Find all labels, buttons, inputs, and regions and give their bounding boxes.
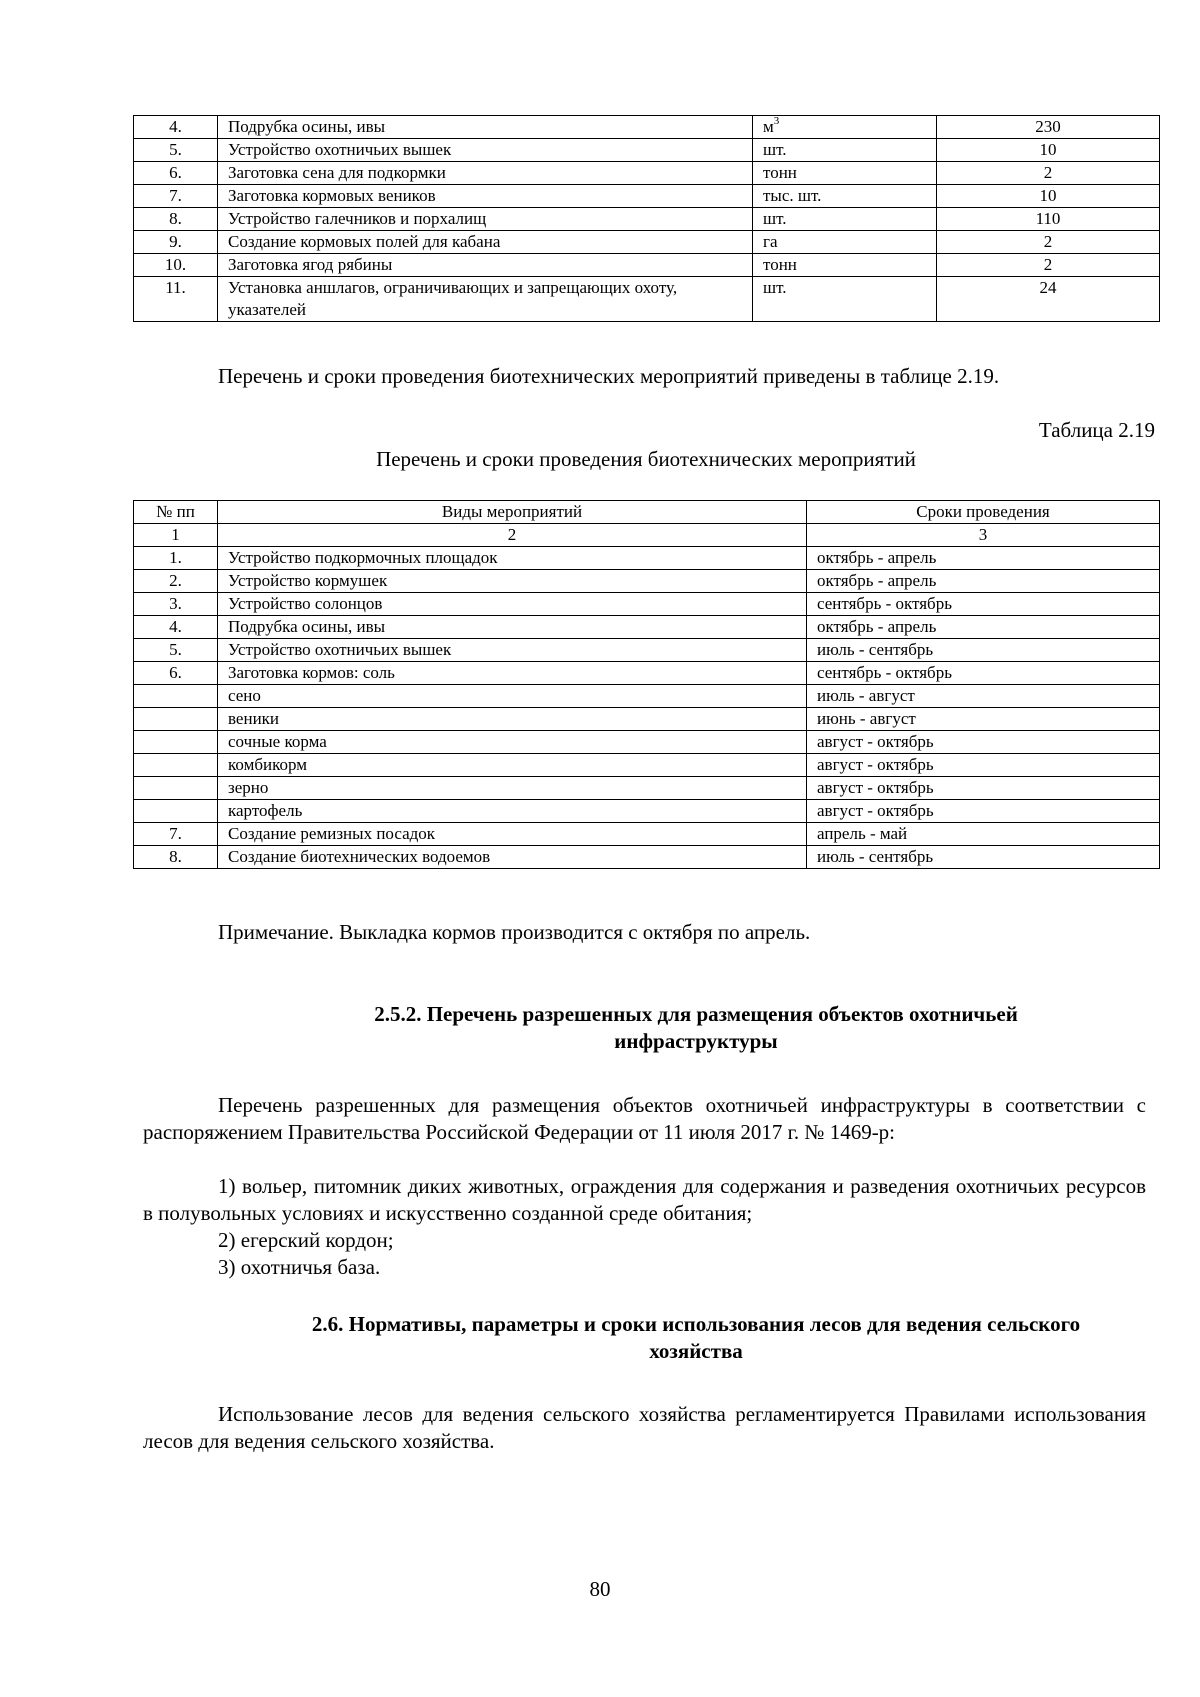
table-row xyxy=(134,685,1160,708)
row-number: 10. xyxy=(134,254,218,277)
section-252-intro: Перечень разрешенных для размещения объектов охотничьей инфраструктуры в соответствии с распоряжением Правительства Российской Федерации от 11 июля 2017 г. № 1469-р: xyxy=(143,1093,1146,1144)
table-row xyxy=(134,616,1160,639)
row-number: 6. xyxy=(134,162,218,185)
table-title: Перечень и сроки проведения биотехнических мероприятий xyxy=(376,447,916,471)
quantity: 2 xyxy=(937,162,1160,185)
table-row xyxy=(134,162,1160,185)
row-number: 1. xyxy=(134,547,218,570)
period: август - октябрь xyxy=(807,754,1160,777)
section-26-heading-line1: 2.6. Нормативы, параметры и сроки использования лесов для ведения сельского xyxy=(311,1312,1081,1336)
activity: Устройство солонцов xyxy=(218,593,807,616)
biotech-measures-table-body xyxy=(134,547,1160,869)
row-number: 2. xyxy=(134,570,218,593)
row-number: 5. xyxy=(134,639,218,662)
row-number xyxy=(134,777,218,800)
section-252-heading-line1: 2.5.2. Перечень разрешенных для размещения объектов охотничьей xyxy=(374,1002,1018,1026)
column-number-row xyxy=(134,524,1160,547)
col-number-3: 3 xyxy=(807,524,1160,547)
measure-name: Заготовка ягод рябины xyxy=(218,254,753,277)
unit: га xyxy=(753,231,937,254)
row-number: 11. xyxy=(134,277,218,322)
measure-name: Подрубка осины, ивы xyxy=(218,116,753,139)
activity: Устройство кормушек xyxy=(218,570,807,593)
unit: тонн xyxy=(753,162,937,185)
section-26-text: Использование лесов для ведения сельского хозяйства регламентируется Правилами использования лесов для ведения сельского хозяйства. xyxy=(143,1402,1146,1453)
quantity: 110 xyxy=(937,208,1160,231)
intro-paragraph: Перечень и сроки проведения биотехнических мероприятий приведены в таблице 2.19. xyxy=(218,364,1000,388)
section-26-heading-line2: хозяйства xyxy=(649,1339,743,1363)
activity: Устройство подкормочных площадок xyxy=(218,547,807,570)
activity: Создание биотехнических водоемов xyxy=(218,846,807,869)
unit: шт. xyxy=(753,277,937,322)
section-252-heading-line2: инфраструктуры xyxy=(614,1029,778,1053)
activity: зерно xyxy=(218,777,807,800)
table-label: Таблица 2.19 xyxy=(1038,418,1155,442)
table-row xyxy=(134,823,1160,846)
unit: $м^3$ xyxy=(753,116,937,139)
section-252-item-1: 1) вольер, питомник диких животных, ограждения для содержания и разведения охотничьих ресурсов в полувольных условиях и искусственно созданной среде обитания; xyxy=(143,1174,1146,1225)
period: июнь - август xyxy=(807,708,1160,731)
period: октябрь - апрель xyxy=(807,616,1160,639)
page-number: 80 xyxy=(589,1577,611,1601)
table-row xyxy=(134,208,1160,231)
table-row xyxy=(134,846,1160,869)
row-number: 7. xyxy=(134,823,218,846)
header-activity: Виды мероприятий xyxy=(218,501,807,524)
activity: Создание ремизных посадок xyxy=(218,823,807,846)
period: сентябрь - октябрь xyxy=(807,662,1160,685)
section-252-item-2: 2) егерский кордон; xyxy=(218,1228,394,1252)
unit: тыс. шт. xyxy=(753,185,937,208)
table-row xyxy=(134,231,1160,254)
activity: Подрубка осины, ивы xyxy=(218,616,807,639)
activity: Заготовка кормов: соль xyxy=(218,662,807,685)
unit: тонн xyxy=(753,254,937,277)
section-252-item-3: 3) охотничья база. xyxy=(218,1255,381,1279)
table-row xyxy=(134,731,1160,754)
quantity: 10 xyxy=(937,185,1160,208)
header-num: № пп xyxy=(134,501,218,524)
period: август - октябрь xyxy=(807,800,1160,823)
table-row xyxy=(134,639,1160,662)
table-row xyxy=(134,185,1160,208)
activity: Устройство охотничьих вышек xyxy=(218,639,807,662)
quantity: 2 xyxy=(937,231,1160,254)
period: июль - сентябрь xyxy=(807,639,1160,662)
table-row xyxy=(134,662,1160,685)
row-number: 6. xyxy=(134,662,218,685)
table-row xyxy=(134,254,1160,277)
table-row xyxy=(134,754,1160,777)
quantity: 24 xyxy=(937,277,1160,322)
measures-volume-table-body xyxy=(134,116,1160,322)
col-number-1: 1 xyxy=(134,524,218,547)
quantity: 10 xyxy=(937,139,1160,162)
table-row xyxy=(134,777,1160,800)
activity: картофель xyxy=(218,800,807,823)
period: октябрь - апрель xyxy=(807,570,1160,593)
measure-name: Заготовка кормовых веников xyxy=(218,185,753,208)
row-number: 4. xyxy=(134,116,218,139)
table-row xyxy=(134,547,1160,570)
row-number xyxy=(134,685,218,708)
table-row xyxy=(134,116,1160,139)
period: июль - август xyxy=(807,685,1160,708)
measure-name: Устройство галечников и порхалищ xyxy=(218,208,753,231)
row-number: 8. xyxy=(134,208,218,231)
quantity: 230 xyxy=(937,116,1160,139)
row-number: 8. xyxy=(134,846,218,869)
table-row xyxy=(134,570,1160,593)
period: сентябрь - октябрь xyxy=(807,593,1160,616)
activity: сочные корма xyxy=(218,731,807,754)
row-number xyxy=(134,731,218,754)
note: Примечание. Выкладка кормов производится с октября по апрель. xyxy=(218,920,811,944)
table-row xyxy=(134,277,1160,322)
measure-name: Установка аншлагов, ограничивающих и запрещающих охоту, указателей xyxy=(218,277,753,322)
period: август - октябрь xyxy=(807,731,1160,754)
table-row xyxy=(134,139,1160,162)
row-number xyxy=(134,708,218,731)
activity: комбикорм xyxy=(218,754,807,777)
biotech-measures-table xyxy=(133,500,1160,869)
measure-name: Устройство охотничьих вышек xyxy=(218,139,753,162)
section-26-heading xyxy=(133,1311,1200,1365)
activity: веники xyxy=(218,708,807,731)
table-row xyxy=(134,708,1160,731)
row-number xyxy=(134,800,218,823)
unit: шт. xyxy=(753,208,937,231)
period: июль - сентябрь xyxy=(807,846,1160,869)
col-number-2: 2 xyxy=(218,524,807,547)
quantity: 2 xyxy=(937,254,1160,277)
measures-volume-table xyxy=(133,115,1160,322)
row-number xyxy=(134,754,218,777)
row-number: 9. xyxy=(134,231,218,254)
header-period: Сроки проведения xyxy=(807,501,1160,524)
period: октябрь - апрель xyxy=(807,547,1160,570)
measure-name: Заготовка сена для подкормки xyxy=(218,162,753,185)
period: апрель - май xyxy=(807,823,1160,846)
table-row xyxy=(134,593,1160,616)
row-number: 5. xyxy=(134,139,218,162)
row-number: 7. xyxy=(134,185,218,208)
row-number: 4. xyxy=(134,616,218,639)
table-header-row xyxy=(134,501,1160,524)
section-252-heading xyxy=(133,1001,1200,1055)
activity: сено xyxy=(218,685,807,708)
unit: шт. xyxy=(753,139,937,162)
row-number: 3. xyxy=(134,593,218,616)
period: август - октябрь xyxy=(807,777,1160,800)
measure-name: Создание кормовых полей для кабана xyxy=(218,231,753,254)
table-row xyxy=(134,800,1160,823)
unit-superscript: 3 xyxy=(773,115,780,127)
